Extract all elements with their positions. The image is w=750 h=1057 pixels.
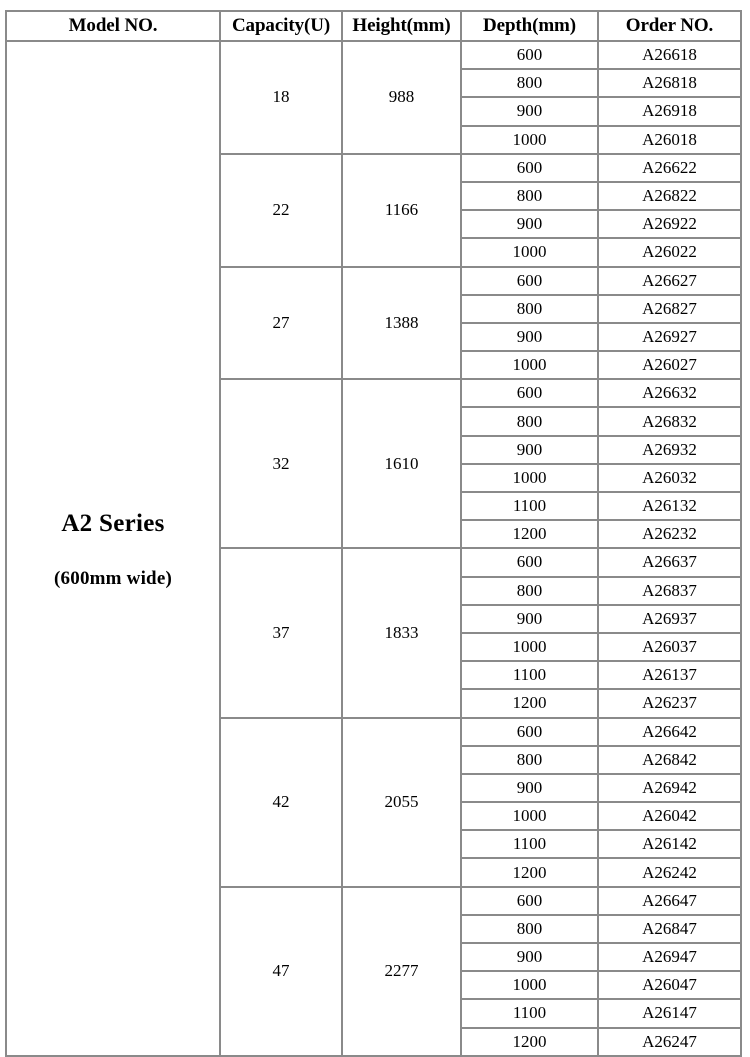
depth-cell: 800 — [461, 577, 598, 605]
capacity-cell: 18 — [220, 41, 342, 154]
depth-cell: 1200 — [461, 1028, 598, 1056]
order-number-cell: A26822 — [598, 182, 741, 210]
depth-cell: 900 — [461, 774, 598, 802]
depth-cell: 600 — [461, 548, 598, 576]
order-number-cell: A26942 — [598, 774, 741, 802]
depth-cell: 1100 — [461, 830, 598, 858]
order-number-cell: A26637 — [598, 548, 741, 576]
depth-cell: 900 — [461, 210, 598, 238]
depth-cell: 800 — [461, 295, 598, 323]
depth-cell: 600 — [461, 718, 598, 746]
column-header-model: Model NO. — [6, 11, 220, 41]
height-cell: 1166 — [342, 154, 461, 267]
order-number-cell: A26032 — [598, 464, 741, 492]
order-number-cell: A26937 — [598, 605, 741, 633]
depth-cell: 1100 — [461, 661, 598, 689]
order-number-cell: A26022 — [598, 238, 741, 266]
rack-specification-table — [5, 10, 742, 1057]
depth-cell: 1000 — [461, 464, 598, 492]
depth-cell: 1000 — [461, 238, 598, 266]
depth-cell: 1200 — [461, 520, 598, 548]
order-number-cell: A26927 — [598, 323, 741, 351]
depth-cell: 900 — [461, 436, 598, 464]
order-number-cell: A26242 — [598, 858, 741, 886]
depth-cell: 900 — [461, 323, 598, 351]
order-number-cell: A26827 — [598, 295, 741, 323]
order-number-cell: A26247 — [598, 1028, 741, 1056]
depth-cell: 600 — [461, 379, 598, 407]
order-number-cell: A26947 — [598, 943, 741, 971]
capacity-cell: 27 — [220, 267, 342, 380]
capacity-cell: 37 — [220, 548, 342, 717]
height-cell: 2055 — [342, 718, 461, 887]
depth-cell: 900 — [461, 943, 598, 971]
depth-cell: 600 — [461, 41, 598, 69]
depth-cell: 800 — [461, 746, 598, 774]
depth-cell: 1000 — [461, 633, 598, 661]
order-number-cell: A26042 — [598, 802, 741, 830]
order-number-cell: A26618 — [598, 41, 741, 69]
height-cell: 1833 — [342, 548, 461, 717]
order-number-cell: A26642 — [598, 718, 741, 746]
depth-cell: 1000 — [461, 802, 598, 830]
model-series-title: A2 Series — [61, 509, 165, 537]
table-header — [6, 11, 741, 41]
table-body — [6, 41, 741, 1056]
order-number-cell: A26932 — [598, 436, 741, 464]
capacity-cell: 42 — [220, 718, 342, 887]
depth-cell: 1100 — [461, 492, 598, 520]
depth-cell: 600 — [461, 887, 598, 915]
order-number-cell: A26922 — [598, 210, 741, 238]
model-series-cell — [6, 41, 220, 1056]
order-number-cell: A26047 — [598, 971, 741, 999]
depth-cell: 900 — [461, 605, 598, 633]
spec-table-container — [5, 10, 740, 1057]
depth-cell: 1000 — [461, 126, 598, 154]
depth-cell: 1200 — [461, 689, 598, 717]
depth-cell: 1100 — [461, 999, 598, 1027]
depth-cell: 1000 — [461, 971, 598, 999]
depth-cell: 1000 — [461, 351, 598, 379]
order-number-cell: A26237 — [598, 689, 741, 717]
capacity-cell: 22 — [220, 154, 342, 267]
order-number-cell: A26137 — [598, 661, 741, 689]
table-header-row — [6, 11, 741, 41]
order-number-cell: A26232 — [598, 520, 741, 548]
order-number-cell: A26622 — [598, 154, 741, 182]
depth-cell: 1200 — [461, 858, 598, 886]
height-cell: 2277 — [342, 887, 461, 1056]
order-number-cell: A26142 — [598, 830, 741, 858]
order-number-cell: A26818 — [598, 69, 741, 97]
height-cell: 1610 — [342, 379, 461, 548]
depth-cell: 800 — [461, 69, 598, 97]
order-number-cell: A26832 — [598, 407, 741, 435]
height-cell: 1388 — [342, 267, 461, 380]
column-header-depth: Depth(mm) — [461, 11, 598, 41]
order-number-cell: A26632 — [598, 379, 741, 407]
column-header-order: Order NO. — [598, 11, 741, 41]
depth-cell: 800 — [461, 182, 598, 210]
capacity-cell: 32 — [220, 379, 342, 548]
order-number-cell: A26837 — [598, 577, 741, 605]
order-number-cell: A26132 — [598, 492, 741, 520]
depth-cell: 600 — [461, 267, 598, 295]
order-number-cell: A26842 — [598, 746, 741, 774]
order-number-cell: A26647 — [598, 887, 741, 915]
order-number-cell: A26847 — [598, 915, 741, 943]
height-cell: 988 — [342, 41, 461, 154]
model-series-subtitle: (600mm wide) — [54, 568, 172, 590]
depth-cell: 900 — [461, 97, 598, 125]
order-number-cell: A26018 — [598, 126, 741, 154]
table-row — [6, 41, 741, 69]
depth-cell: 800 — [461, 407, 598, 435]
order-number-cell: A26627 — [598, 267, 741, 295]
depth-cell: 600 — [461, 154, 598, 182]
order-number-cell: A26918 — [598, 97, 741, 125]
order-number-cell: A26147 — [598, 999, 741, 1027]
column-header-height: Height(mm) — [342, 11, 461, 41]
order-number-cell: A26037 — [598, 633, 741, 661]
order-number-cell: A26027 — [598, 351, 741, 379]
column-header-capacity: Capacity(U) — [220, 11, 342, 41]
depth-cell: 800 — [461, 915, 598, 943]
capacity-cell: 47 — [220, 887, 342, 1056]
